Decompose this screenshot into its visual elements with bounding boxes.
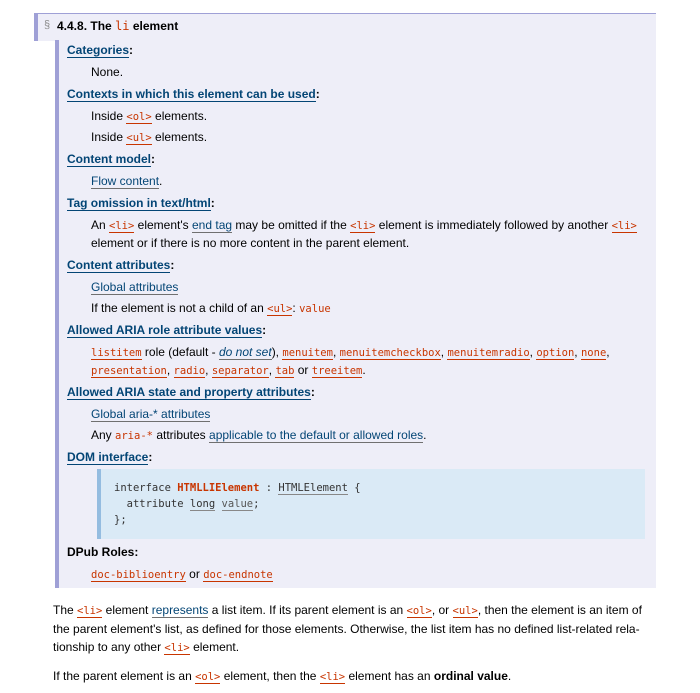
aria-state-link[interactable]: Allowed ARIA state and property attributes: [67, 385, 311, 399]
represents-link[interactable]: represents: [151, 603, 209, 617]
doc-biblioentry-link[interactable]: doc-biblioentry: [91, 569, 186, 581]
ul-link-attr[interactable]: <ul>: [267, 303, 293, 315]
aria-state-any: Any aria-* attributes applicable to the default or allowed roles.: [91, 428, 427, 442]
ul-element-link[interactable]: <ul>: [126, 132, 152, 144]
treeitem-role-link[interactable]: treeitem: [311, 365, 363, 377]
section-title: [57, 19, 178, 33]
dom-interface-link[interactable]: DOM interface: [67, 450, 149, 464]
dpub-roles-term: DPub Roles:: [67, 545, 139, 559]
do-not-set-link[interactable]: do not set: [218, 345, 272, 359]
separator-role-link[interactable]: separator: [211, 365, 269, 377]
radio-role-link[interactable]: radio: [173, 365, 206, 377]
section-number: 4.4.8.: [57, 19, 88, 33]
flow-content-link[interactable]: Flow content: [91, 174, 160, 188]
categories-term: Categories:: [67, 43, 134, 57]
option-role-link[interactable]: option: [536, 347, 575, 359]
content-attributes-term: Content attributes:: [67, 258, 175, 272]
global-aria-link[interactable]: Global aria-* attributes: [91, 407, 211, 421]
long-type-link[interactable]: long: [189, 498, 216, 510]
applicable-roles-link[interactable]: applicable to the default or allowed roles: [209, 428, 424, 442]
section-title-post: element: [132, 19, 179, 33]
menuitemcheckbox-role-link[interactable]: menuitemcheckbox: [339, 347, 441, 359]
value-attribute: value: [299, 303, 331, 315]
menuitem-role-link[interactable]: menuitem: [282, 347, 333, 359]
ul-link-p1[interactable]: <ul>: [452, 605, 478, 617]
tag-omission-term: Tag omission in text/html:: [67, 196, 215, 210]
contexts-link[interactable]: Contexts in which this element can be used: [67, 87, 316, 101]
aria-roles-line1: listitem role (default - do not set), menuitem, menuitemcheckbox, menuitemradio, option, none,: [91, 345, 610, 359]
contexts-term: Contexts in which this element can be used:: [67, 87, 320, 101]
aria-roles-link[interactable]: Allowed ARIA role attribute values: [67, 323, 263, 337]
paragraph-ordinal: If the parent element is an <ol> element, then the <li> element has an ordinal value.: [53, 669, 512, 683]
idl-code: interface HTMLLIElement : HTMLElement { attribute long value; };: [114, 482, 361, 526]
aria-star-code: aria-*: [115, 430, 153, 442]
li-link-1[interactable]: <li>: [109, 220, 135, 232]
li-link-p1[interactable]: <li>: [77, 605, 103, 617]
ol-element-link[interactable]: <ol>: [126, 111, 152, 123]
dom-interface-term: DOM interface:: [67, 450, 153, 464]
htmlelement-link[interactable]: HTMLElement: [278, 482, 348, 494]
section-heading: [34, 13, 656, 41]
context-item-ul: Inside <ul> elements.: [91, 130, 208, 144]
li-element-link[interactable]: li: [115, 19, 130, 33]
categories-link[interactable]: Categories: [67, 43, 130, 57]
ol-link-p1[interactable]: <ol>: [406, 605, 432, 617]
aria-roles-line2: presentation, radio, separator, tab or treeitem.: [91, 363, 366, 377]
end-tag-link[interactable]: end tag: [192, 218, 233, 232]
element-definition-box: [55, 40, 656, 588]
content-model-value: Flow content.: [91, 174, 163, 188]
li-link-2[interactable]: <li>: [350, 220, 376, 232]
context-item-ol: Inside <ol> elements.: [91, 109, 208, 123]
li-link-p2[interactable]: <li>: [319, 671, 346, 683]
tag-omission-line1: An <li> element's end tag may be omitted if the <li> element is immediately followed by another <li>: [91, 218, 637, 232]
ol-link-p2[interactable]: <ol>: [195, 671, 221, 683]
categories-value: None.: [91, 65, 124, 79]
content-attributes-value: If the element is not a child of an <ul>: value: [91, 301, 331, 315]
paragraph-represents: The <li> element represents a list item. If its parent element is an <ol>, or <ul>, then the element is an item of the parent element's list, as defined for those elements. Otherwise, the list item has no defined list-related rela- tionship to any other <li> element.: [53, 603, 642, 654]
dpub-roles-value: doc-biblioentry or doc-endnote: [91, 567, 273, 581]
content-attributes-global: [91, 280, 178, 294]
aria-roles-term: Allowed ARIA role attribute values:: [67, 323, 267, 337]
ordinal-value-term: ordinal value: [433, 669, 508, 683]
section-marker[interactable]: §: [44, 19, 51, 31]
aria-state-global: [91, 407, 210, 421]
doc-endnote-link[interactable]: doc-endnote: [203, 569, 273, 581]
global-attributes-link[interactable]: Global attributes: [91, 280, 179, 294]
tag-omission-link[interactable]: Tag omission in text/html: [67, 196, 211, 210]
tab-role-link[interactable]: tab: [275, 365, 295, 377]
content-model-link[interactable]: Content model: [67, 152, 151, 166]
tag-omission-line2: element or if there is no more content in the parent element.: [91, 236, 410, 250]
li-link-3[interactable]: <li>: [611, 220, 637, 232]
none-role-link[interactable]: none: [580, 347, 607, 359]
content-model-term: Content model:: [67, 152, 155, 166]
value-idl-link[interactable]: value: [221, 498, 254, 510]
li-link-p1b[interactable]: <li>: [164, 642, 190, 654]
section-title-pre: The: [90, 19, 112, 33]
listitem-role-link[interactable]: listitem: [91, 347, 142, 359]
menuitemradio-role-link[interactable]: menuitemradio: [447, 347, 530, 359]
presentation-role-link[interactable]: presentation: [91, 365, 167, 377]
content-attributes-link[interactable]: Content attributes: [67, 258, 171, 272]
idl-block: [97, 469, 645, 539]
aria-state-term: Allowed ARIA state and property attributes:: [67, 385, 315, 399]
htmllielement-link[interactable]: HTMLLIElement: [177, 482, 260, 494]
